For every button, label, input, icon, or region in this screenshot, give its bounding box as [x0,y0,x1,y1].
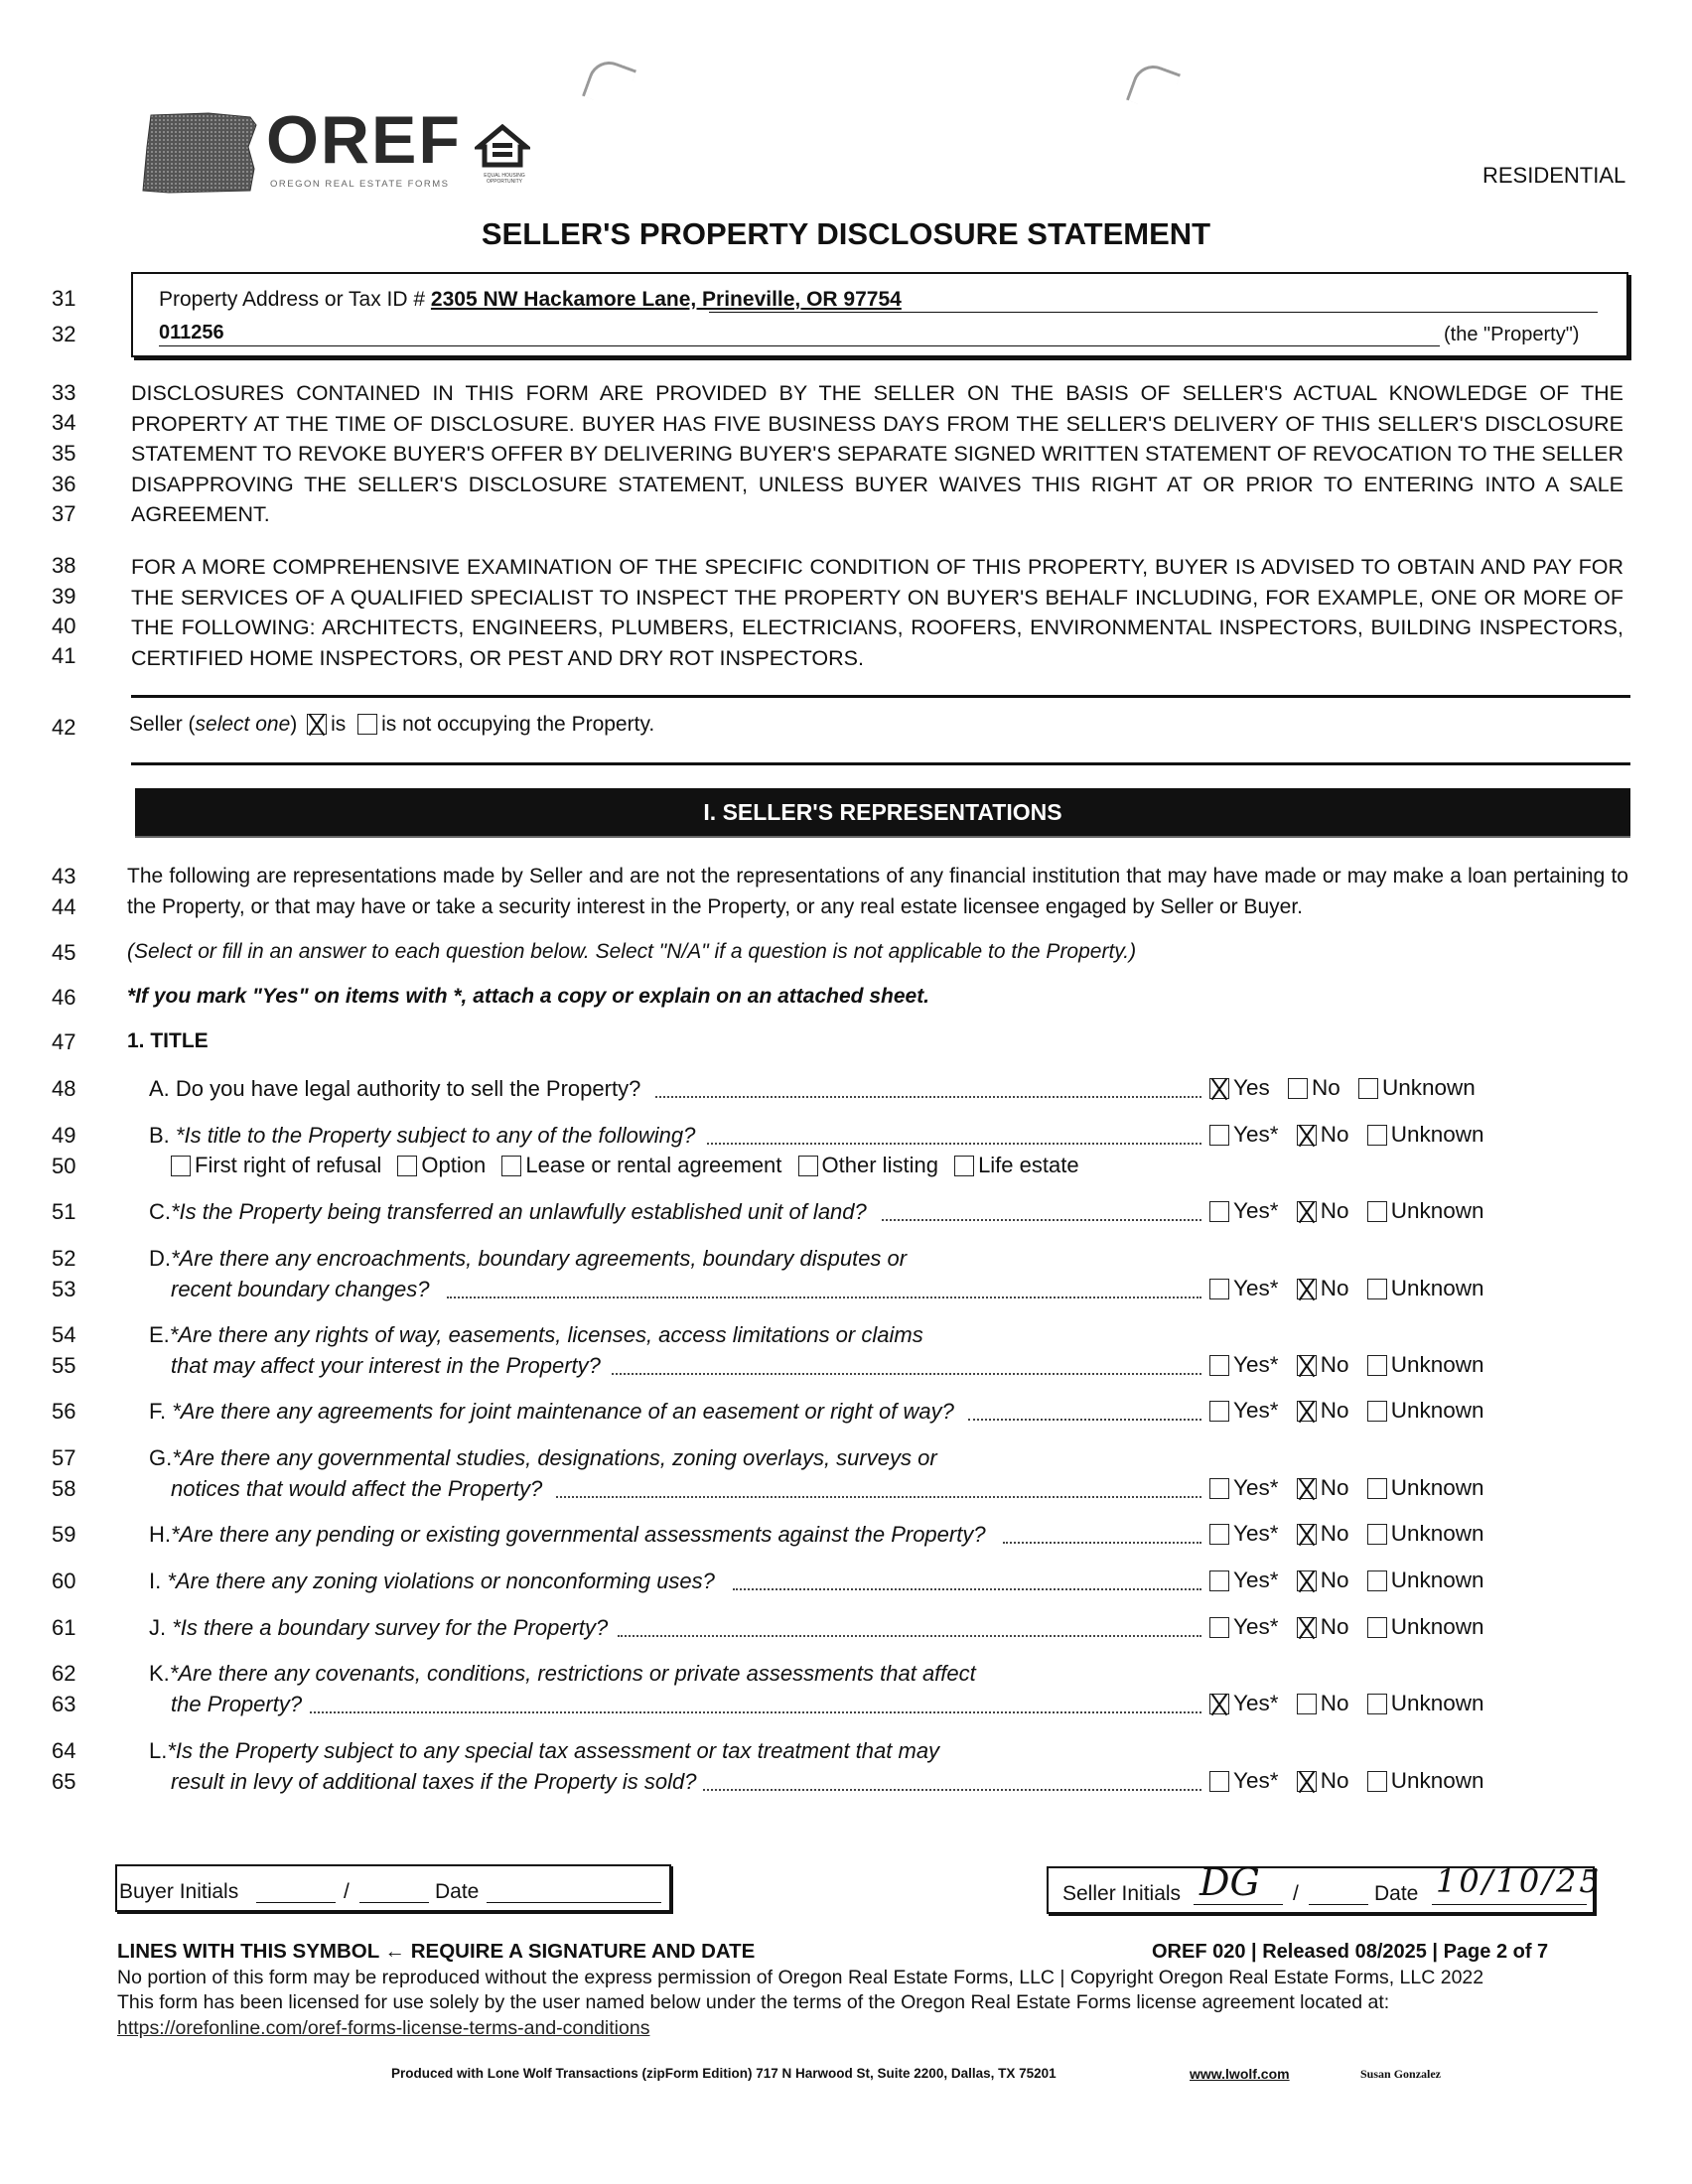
question-l: L.*Is the Property subject to any special tax assessment or tax treatment that may [149,1738,940,1763]
unknown-checkbox[interactable] [1367,1570,1387,1591]
no-checkbox[interactable] [1297,1401,1317,1422]
yes-checkbox[interactable] [1209,1524,1229,1545]
unknown-checkbox[interactable] [1367,1478,1387,1499]
line-number: 48 [52,1076,76,1101]
line-number: 46 [52,985,76,1010]
line-number: 41 [52,643,76,668]
inspection-paragraph: FOR A MORE COMPREHENSIVE EXAMINATION OF THE SPECIFIC CONDITION OF THIS PROPERTY, BUYER IS ADVISED TO OBTAIN AND PAY FOR THE SERVICES OF A QUALIFIED SPECIALIST TO INSPECT THE PROPERTY ON BUYER'S BEHALF INCLUDING, FOR EXAMPLE, ONE OR MORE OF THE FOLLOWING: ARCHITECTS, ENGINEERS, PLUMBERS, ELECTRICIANS, ROOFERS, ENVIRONMENTAL INSPECTORS, BUILDING INSPECTORS, CERTIFIED HOME INSPECTORS, OR PEST AND DRY ROT INSPECTORS. [131,555,1623,670]
line-number: 40 [52,614,76,638]
life-estate-checkbox[interactable] [954,1156,974,1176]
answer-d: Yes* No Unknown [1209,1276,1484,1301]
no-checkbox[interactable] [1297,1524,1317,1545]
answer-b: Yes* No Unknown [1209,1122,1484,1148]
seller-initials-line [1194,1904,1283,1905]
yes-checkbox[interactable] [1209,1355,1229,1376]
is-not-occupying-checkbox[interactable] [357,714,377,735]
buyer-initials-field-1[interactable] [256,1902,336,1903]
line-number: 33 [52,380,76,405]
copyright-text: No portion of this form may be reproduced without the express permission of Oregon Real Estate Forms, LLC | Copyright Oregon Real Estate Forms, LLC 2022 [117,1967,1484,1988]
no-checkbox[interactable] [1297,1478,1317,1499]
buyer-initials-field-2[interactable] [359,1902,429,1903]
answer-j: Yes* No Unknown [1209,1614,1484,1640]
answer-c: Yes* No Unknown [1209,1198,1484,1224]
no-checkbox[interactable] [1297,1771,1317,1792]
line-number: 32 [52,322,76,346]
line-number: 51 [52,1199,76,1224]
no-checkbox[interactable] [1297,1570,1317,1591]
line-number: 49 [52,1123,76,1148]
no-checkbox[interactable] [1297,1694,1317,1714]
signature-symbol-note: LINES WITH THIS SYMBOL ← REQUIRE A SIGNATURE AND DATE [117,1940,756,1963]
produced-with-text: Produced with Lone Wolf Transactions (zipForm Edition) 717 N Harwood St, Suite 2200, Dallas, TX 75201 [391,2066,1057,2081]
no-checkbox[interactable] [1297,1355,1317,1376]
other-listing-checkbox[interactable] [798,1156,818,1176]
licensed-user: Susan Gonzalez [1360,2067,1442,2081]
line-number: 39 [52,584,76,609]
line-number: 56 [52,1399,76,1424]
property-box [131,272,1628,357]
unknown-checkbox[interactable] [1358,1078,1378,1099]
yes-checkbox[interactable] [1209,1401,1229,1422]
yes-checkbox[interactable] [1209,1125,1229,1146]
oref-logo [139,102,556,197]
line-number: 54 [52,1322,76,1347]
seller-date-line [1432,1904,1587,1905]
occupancy-row: Seller (select one) is is not occupying the Property. [129,713,655,736]
form-title: SELLER'S PROPERTY DISCLOSURE STATEMENT [481,216,1211,251]
unknown-checkbox[interactable] [1367,1617,1387,1638]
brand-subtitle: OREGON REAL ESTATE FORMS [270,179,450,190]
unknown-checkbox[interactable] [1367,1125,1387,1146]
yes-checkbox[interactable] [1209,1771,1229,1792]
seller-initials-field[interactable]: DG [1199,1860,1260,1904]
line-number: 58 [52,1476,76,1501]
line-number: 47 [52,1029,76,1054]
question-h: H.*Are there any pending or existing governmental assessments against the Property? [149,1522,986,1547]
unknown-checkbox[interactable] [1367,1279,1387,1299]
line-number: 31 [52,286,76,311]
punch-hole-mark [1126,60,1181,114]
line-number: 52 [52,1246,76,1271]
form-id: OREF 020 | Released 08/2025 | Page 2 of 7 [1152,1941,1549,1963]
line-number: 57 [52,1445,76,1470]
line-number: 55 [52,1353,76,1378]
question-e: E.*Are there any rights of way, easements, licenses, access limitations or claims [149,1322,923,1347]
line-number: 53 [52,1277,76,1301]
answer-h: Yes* No Unknown [1209,1521,1484,1547]
yes-checkbox[interactable] [1209,1617,1229,1638]
yes-checkbox[interactable] [1209,1201,1229,1222]
disclosure-paragraph: DISCLOSURES CONTAINED IN THIS FORM ARE PROVIDED BY THE SELLER ON THE BASIS OF SELLER'S ACTUAL KNOWLEDGE OF THE PROPERTY AT THE TIME OF DISCLOSURE. BUYER HAS FIVE BUSINESS DAYS FROM THE SELLER'S DELIVERY OF THIS SELLER'S DISCLOSURE STATEMENT TO REVOKE BUYER'S OFFER BY DELIVERING BUYER'S SEPARATE SIGNED WRITTEN STATEMENT OF REVOCATION TO THE SELLER DISAPPROVING THE SELLER'S DISCLOSURE STATEMENT, UNLESS BUYER WAIVES THIS RIGHT AT OR PRIOR TO ENTERING INTO A SALE AGREEMENT. [131,381,1623,526]
answer-k: Yes* No Unknown [1209,1691,1484,1716]
line-number: 62 [52,1661,76,1686]
is-occupying-checkbox[interactable] [307,714,327,735]
question-b: B. *Is title to the Property subject to any of the following? [149,1123,696,1148]
answer-e: Yes* No Unknown [1209,1352,1484,1378]
tax-id-field[interactable]: 011256 [159,322,224,343]
line-number: 42 [52,715,76,740]
line-number: 36 [52,472,76,496]
seller-initials-box: Seller Initials DG / Date 10/10/25 [1047,1866,1595,1914]
buyer-initials-box: Buyer Initials / Date [115,1864,671,1912]
no-checkbox[interactable] [1297,1279,1317,1299]
no-checkbox[interactable] [1297,1125,1317,1146]
seller-date-field[interactable]: 10/10/25 [1436,1862,1603,1900]
line-number: 50 [52,1154,76,1178]
line-number: 65 [52,1769,76,1794]
lease-checkbox[interactable] [501,1156,521,1176]
buyer-date-field[interactable] [487,1902,661,1903]
question-a: A. Do you have legal authority to sell the Property? [149,1076,641,1101]
instruction-yes: *If you mark "Yes" on items with *, attach a copy or explain on an attached sheet. [127,985,930,1008]
property-suffix: (the "Property") [1444,324,1580,345]
answer-l: Yes* No Unknown [1209,1768,1484,1794]
question-k: K.*Are there any covenants, conditions, restrictions or private assessments that affect [149,1661,976,1686]
yes-checkbox[interactable] [1209,1279,1229,1299]
answer-a: Yes No Unknown [1209,1075,1476,1101]
seller-initials-field-2[interactable] [1309,1904,1368,1905]
unknown-checkbox[interactable] [1367,1771,1387,1792]
line-number: 63 [52,1692,76,1716]
unknown-checkbox[interactable] [1367,1401,1387,1422]
license-link[interactable]: https://orefonline.com/oref-forms-license-terms-and-conditions [117,2017,650,2039]
property-label: Property Address or Tax ID # [159,288,426,311]
line-number: 37 [52,501,76,526]
section-1-title: 1. TITLE [127,1029,209,1052]
line-number: 61 [52,1615,76,1640]
line-number: 35 [52,441,76,466]
line-number: 43 [52,864,76,888]
form-type: RESIDENTIAL [1482,163,1626,188]
unknown-checkbox[interactable] [1367,1201,1387,1222]
yes-checkbox[interactable] [1209,1078,1229,1099]
yes-checkbox[interactable] [1209,1570,1229,1591]
question-g: G.*Are there any governmental studies, designations, zoning overlays, surveys or [149,1445,937,1470]
answer-f: Yes* No Unknown [1209,1398,1484,1424]
equal-housing-text: EQUAL HOUSING OPPORTUNITY [484,173,525,185]
instruction-select: (Select or fill in an answer to each question below. Select "N/A" if a question is not applicable to the Property.) [127,940,1137,963]
title-options: First right of refusal Option Lease or rental agreement Other listing Life estate [171,1153,1079,1178]
section-title: I. SELLER'S REPRESENTATIONS [703,799,1062,825]
question-d: D.*Are there any encroachments, boundary agreements, boundary disputes or [149,1246,908,1271]
equal-housing-icon [475,123,530,173]
no-checkbox[interactable] [1297,1201,1317,1222]
section-header [135,788,1630,836]
license-text: This form has been licensed for use solely by the user named below under the terms of the Oregon Real Estate Forms license agreement located at: [117,1991,1390,2013]
answer-g: Yes* No Unknown [1209,1475,1484,1501]
lwolf-link[interactable]: www.lwolf.com [1190,2066,1290,2082]
line-number: 44 [52,894,76,919]
unknown-checkbox[interactable] [1367,1694,1387,1714]
line-number: 38 [52,553,76,578]
line-number: 64 [52,1738,76,1763]
yes-checkbox[interactable] [1209,1478,1229,1499]
answer-i: Yes* No Unknown [1209,1568,1484,1593]
line-number: 34 [52,410,76,435]
line-number: 59 [52,1522,76,1547]
first-right-of-refusal-checkbox[interactable] [171,1156,191,1176]
yes-checkbox[interactable] [1209,1694,1229,1714]
divider [131,762,1630,765]
line-number: 60 [52,1569,76,1593]
question-j: J. *Is there a boundary survey for the Property? [149,1615,609,1640]
oregon-state-icon [139,107,268,197]
unknown-checkbox[interactable] [1367,1355,1387,1376]
property-address-field[interactable]: 2305 NW Hackamore Lane, Prineville, OR 97754 [430,288,902,311]
option-checkbox[interactable] [397,1156,417,1176]
question-c: C.*Is the Property being transferred an unlawfully established unit of land? [149,1199,867,1224]
brand-name: OREF [266,102,462,178]
no-checkbox[interactable] [1288,1078,1308,1099]
unknown-checkbox[interactable] [1367,1524,1387,1545]
intro-paragraph: The following are representations made by Seller and are not the representations of any financial institution that may have made or may make a loan pertaining to the Property, or that may have or take a security interest in the Property, or any real estate licensee engaged by Seller or Buyer. [127,865,1628,918]
punch-hole-mark [582,56,636,110]
line-number: 45 [52,940,76,965]
divider [131,695,1630,698]
question-i: I. *Are there any zoning violations or nonconforming uses? [149,1569,715,1593]
no-checkbox[interactable] [1297,1617,1317,1638]
question-f: F. *Are there any agreements for joint maintenance of an easement or right of way? [149,1399,954,1424]
